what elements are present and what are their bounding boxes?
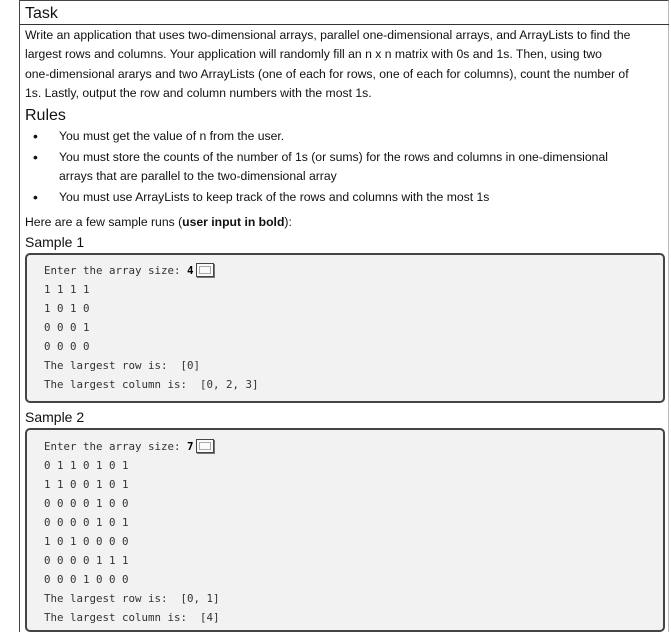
matrix-row: 0 0 0 0 1 1 1 bbox=[44, 554, 129, 567]
column-result: The largest column is: [4] bbox=[44, 611, 220, 624]
rule-text: You must use ArrayLists to keep track of the rows and columns with the most 1s bbox=[59, 190, 490, 204]
user-input: 7 bbox=[187, 440, 194, 453]
prompt-text: Enter the array size: bbox=[44, 440, 188, 453]
sample-1-label: Sample 1 bbox=[25, 234, 85, 250]
matrix-row: 1 1 1 1 bbox=[44, 283, 90, 296]
rule-item bbox=[25, 188, 669, 207]
sample-intro bbox=[25, 213, 292, 231]
matrix-row: 0 0 0 1 0 0 0 bbox=[44, 573, 129, 586]
row-result: The largest row is: [0] bbox=[44, 359, 201, 372]
rule-text: You must get the value of n from the user. bbox=[59, 129, 285, 143]
intro-bold-text: user input in bold bbox=[182, 215, 285, 229]
intro-text: Here are a few sample runs ( bbox=[25, 215, 183, 229]
rule-item bbox=[25, 148, 669, 186]
enter-key-icon bbox=[196, 439, 214, 453]
matrix-row: 0 1 1 0 1 0 1 bbox=[44, 459, 129, 472]
user-input: 4 bbox=[187, 264, 194, 277]
rule-text: You must store the counts of the number of 1s (or sums) for the rows and columns in one-dimensional bbox=[59, 150, 608, 164]
intro-text: ): bbox=[284, 215, 292, 229]
prompt-text: Enter the array size: bbox=[44, 264, 188, 277]
sample-2-label: Sample 2 bbox=[25, 409, 85, 425]
matrix-row: 0 0 0 0 bbox=[44, 340, 90, 353]
sample-1-output bbox=[44, 261, 259, 394]
description-line: largest rows and columns. Your application will randomly fill an n x n matrix with 0s and 1s. Then, using two bbox=[25, 47, 602, 62]
bullet-icon: • bbox=[33, 149, 38, 165]
rule-text: arrays that are parallel to the two-dimensional array bbox=[59, 169, 337, 183]
task-heading: Task bbox=[25, 5, 58, 22]
sample-2-output bbox=[44, 437, 220, 627]
task-description bbox=[25, 26, 669, 103]
description-line: 1s. Lastly, output the row and column numbers with the most 1s. bbox=[25, 85, 372, 100]
rules-heading: Rules bbox=[25, 107, 66, 124]
bullet-icon: • bbox=[33, 189, 38, 205]
matrix-row: 0 0 0 0 1 0 1 bbox=[44, 516, 129, 529]
matrix-row: 1 0 1 0 bbox=[44, 302, 90, 315]
rule-item bbox=[25, 127, 669, 146]
bullet-icon: • bbox=[33, 128, 38, 144]
description-line: Write an application that uses two-dimensional arrays, parallel one-dimensional arrays, and ArrayLists to find the bbox=[25, 28, 631, 42]
heading-divider bbox=[19, 24, 669, 25]
row-result: The largest row is: [0, 1] bbox=[44, 592, 220, 605]
matrix-row: 0 0 0 0 1 0 0 bbox=[44, 497, 129, 510]
description-line: one-dimensional ararys and two ArrayLists (one of each for rows, one of each for columns), count the number of bbox=[25, 66, 629, 81]
matrix-row: 1 1 0 0 1 0 1 bbox=[44, 478, 129, 491]
column-result: The largest column is: [0, 2, 3] bbox=[44, 378, 259, 391]
rules-list bbox=[25, 127, 669, 207]
enter-key-icon bbox=[196, 263, 214, 277]
matrix-row: 0 0 0 1 bbox=[44, 321, 90, 334]
prompt-line bbox=[44, 261, 259, 280]
prompt-line bbox=[44, 437, 220, 456]
matrix-row: 1 0 1 0 0 0 0 bbox=[44, 535, 129, 548]
